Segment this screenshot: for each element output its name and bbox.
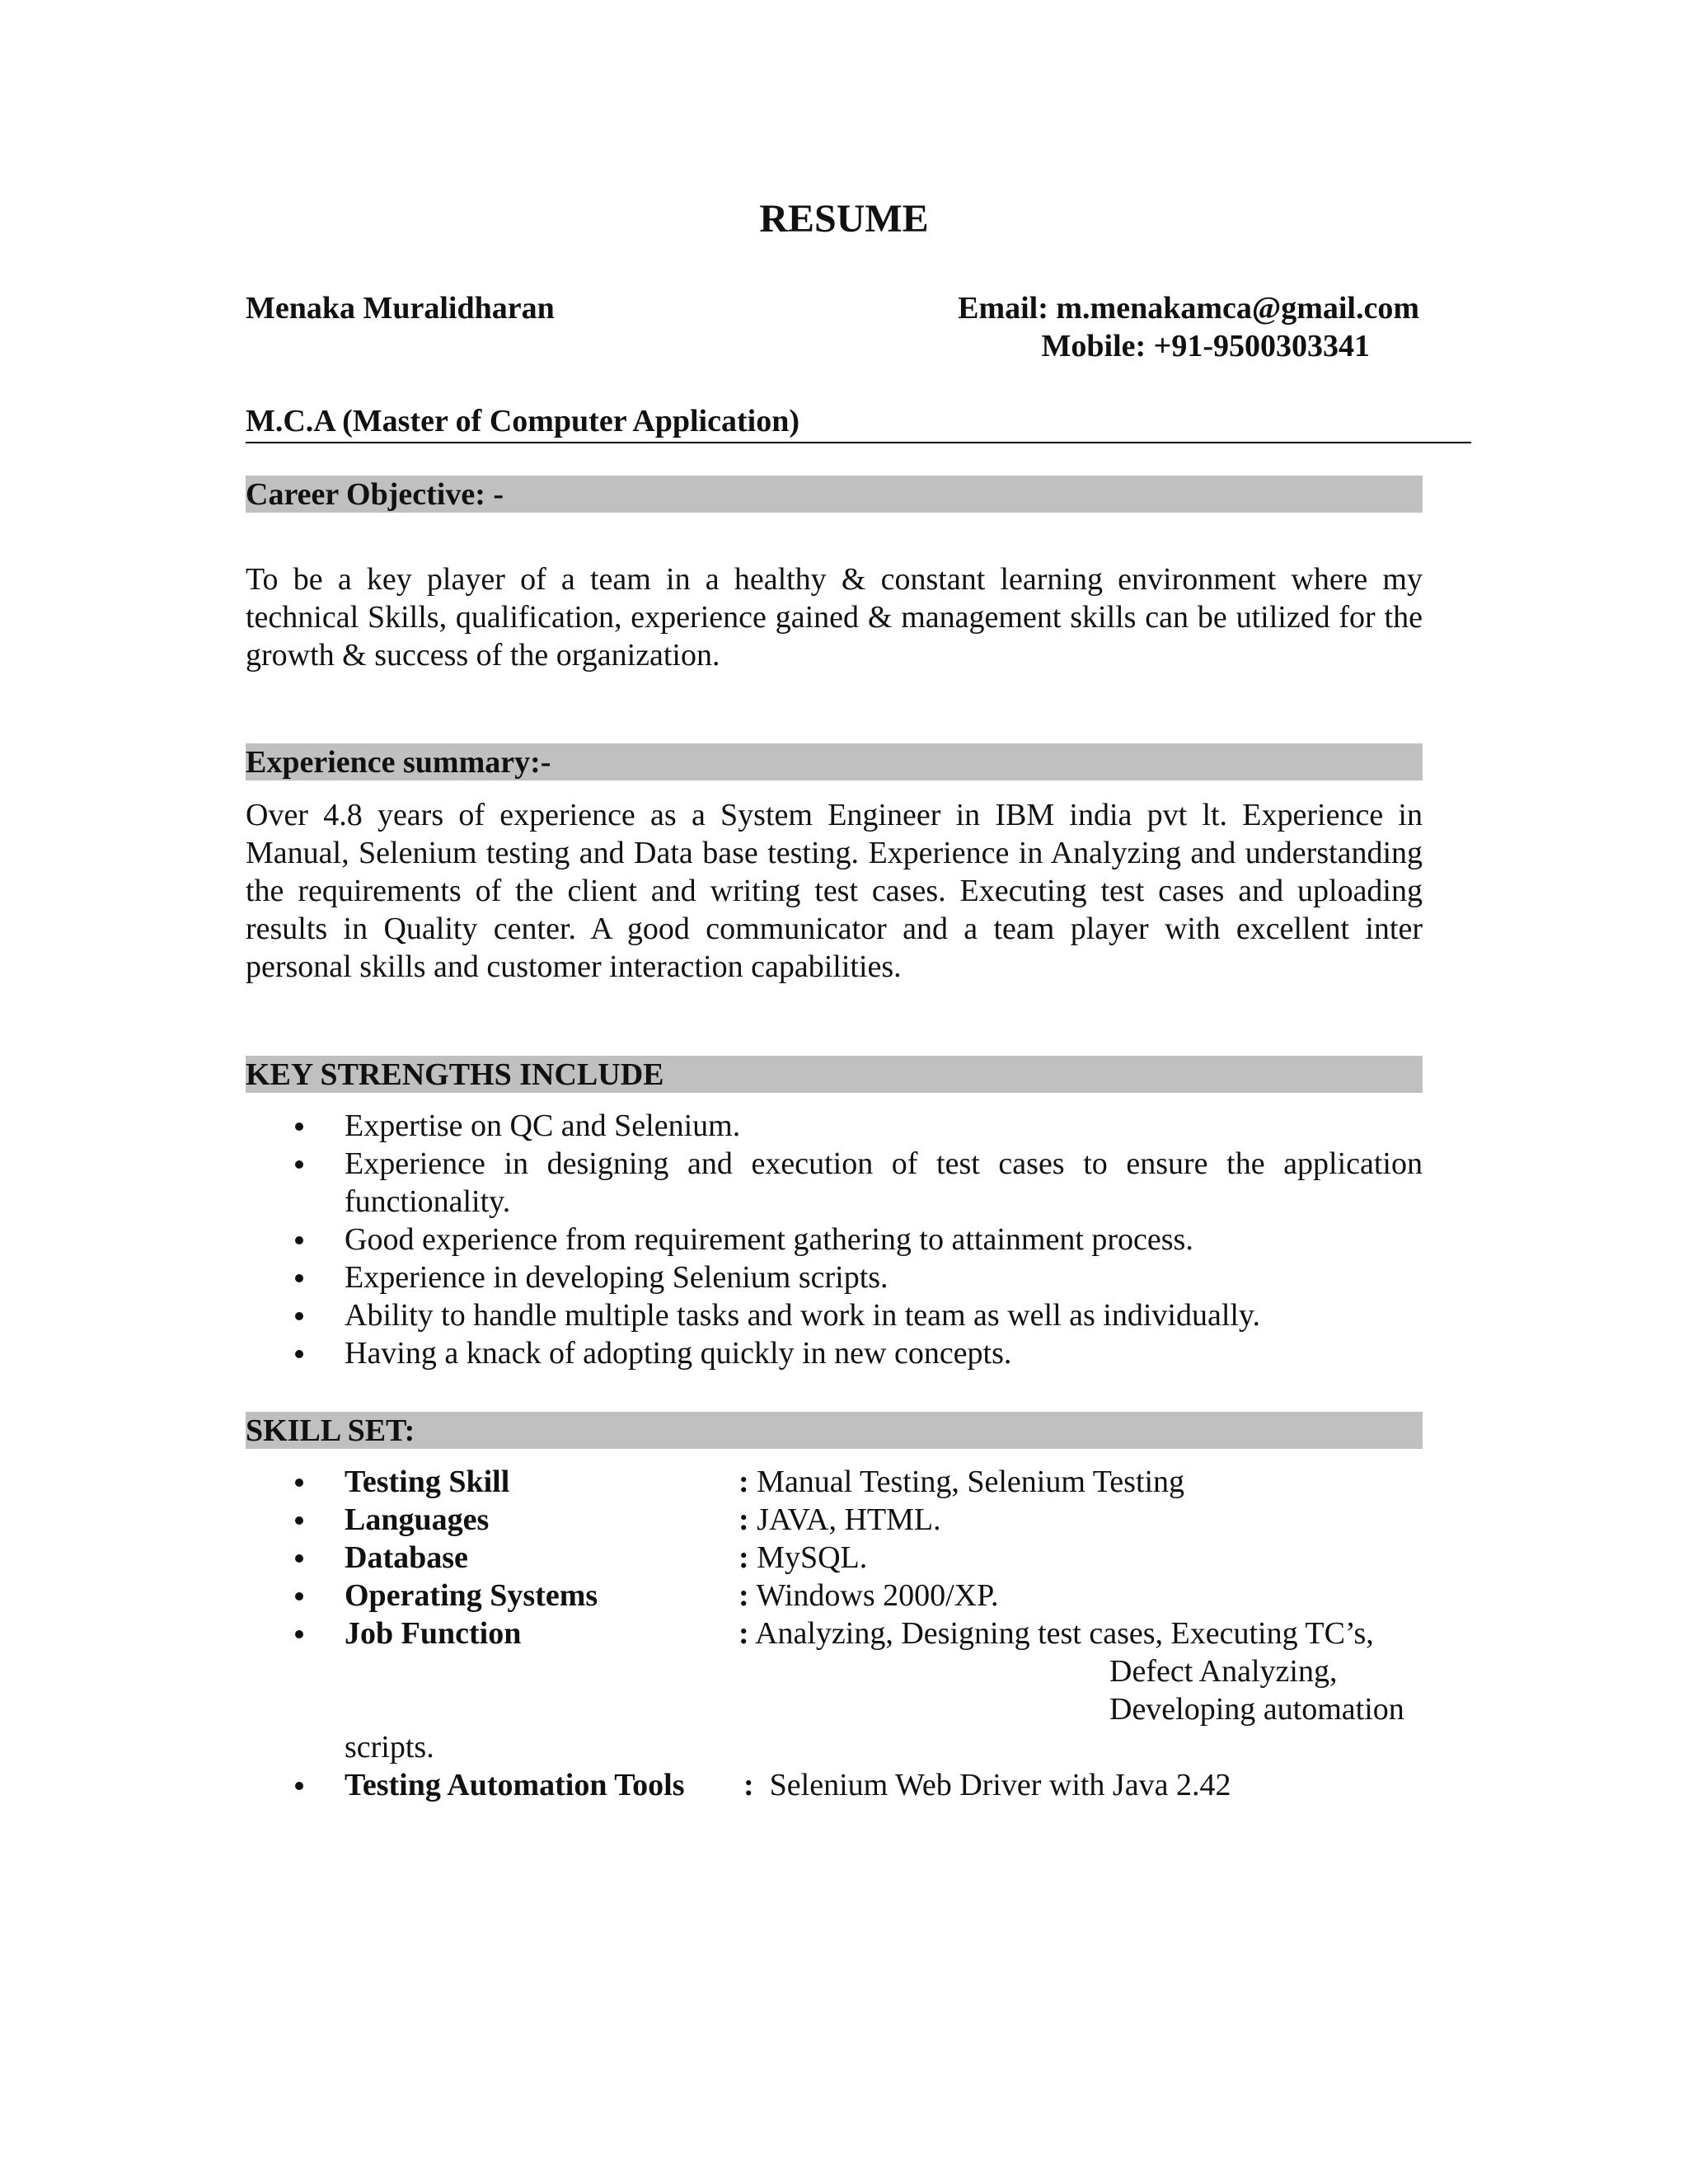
skill-row-languages bbox=[246, 1501, 1423, 1539]
candidate-name: Menaka Muralidharan bbox=[246, 291, 555, 326]
key-strengths-list bbox=[246, 1107, 1423, 1372]
skill-colon: : bbox=[743, 1768, 754, 1802]
skill-value-continuation: scripts. bbox=[345, 1730, 434, 1765]
experience-summary-heading bbox=[246, 743, 1423, 780]
bullet-icon bbox=[295, 1630, 303, 1638]
skill-label: Database bbox=[345, 1540, 468, 1575]
list-item-text: Good experience from requirement gathering to attainment process. bbox=[345, 1222, 1193, 1257]
skill-value: JAVA, HTML. bbox=[757, 1502, 941, 1537]
career-objective-heading-text: Career Objective: - bbox=[246, 477, 504, 512]
skill-set-list bbox=[246, 1463, 1423, 1804]
bullet-icon bbox=[295, 1554, 303, 1563]
list-item bbox=[246, 1296, 1423, 1334]
bullet-icon bbox=[295, 1274, 303, 1282]
bullet-icon bbox=[295, 1312, 303, 1320]
bullet-icon bbox=[295, 1236, 303, 1244]
skill-label: Job Function bbox=[345, 1616, 522, 1651]
key-strengths-heading bbox=[246, 1056, 1423, 1093]
experience-summary-text: Over 4.8 years of experience as a System Engineer in IBM india pvt lt. Experience in Manual, Selenium testing and Data base testing. Experience in Analyzing and understanding the requirements of the client and writing test cases. Executing test cases and uploading results in Quality center. A good communicator and a team player with excellent inter personal skills and customer interaction capabilities. bbox=[246, 798, 1423, 984]
list-item-text: Experience in designing and execution of test cases to ensure the application functionality. bbox=[345, 1146, 1423, 1219]
bullet-icon bbox=[295, 1479, 303, 1487]
list-item-text: Expertise on QC and Selenium. bbox=[345, 1108, 741, 1143]
skill-label: Operating Systems bbox=[345, 1578, 598, 1613]
skill-colon: : bbox=[738, 1616, 749, 1651]
career-objective-heading bbox=[246, 476, 1423, 513]
list-item-text: Ability to handle multiple tasks and work in team as well as individually. bbox=[345, 1298, 1260, 1333]
skill-label: Testing Automation Tools bbox=[345, 1768, 685, 1802]
list-item-text: Having a knack of adopting quickly in new concepts. bbox=[345, 1336, 1012, 1371]
skill-set-heading bbox=[246, 1412, 1423, 1449]
skill-row-job-function bbox=[246, 1615, 1423, 1652]
skill-value-continuation: Defect Analyzing, Developing automation bbox=[1109, 1654, 1404, 1727]
bullet-icon bbox=[295, 1350, 303, 1358]
header-divider bbox=[246, 442, 1471, 443]
skill-value: MySQL. bbox=[757, 1540, 868, 1575]
skill-colon: : bbox=[738, 1465, 749, 1499]
skill-colon: : bbox=[738, 1502, 749, 1537]
list-item bbox=[246, 1145, 1423, 1221]
bullet-icon bbox=[295, 1160, 303, 1169]
key-strengths-heading-text: KEY STRENGTHS INCLUDE bbox=[246, 1057, 664, 1092]
list-item bbox=[246, 1334, 1423, 1372]
document-title: RESUME bbox=[759, 197, 929, 241]
email-line: Email: m.menakamca@gmail.com bbox=[958, 291, 1419, 326]
list-item bbox=[246, 1107, 1423, 1145]
career-objective-text: To be a key player of a team in a healthy & constant learning environment where my technical Skills, qualification, experience gained & management skills can be utilized for the growth & success of the organization. bbox=[246, 562, 1423, 673]
skill-value: Analyzing, Designing test cases, Executing TC’s, bbox=[755, 1616, 1374, 1651]
skill-label: Testing Skill bbox=[345, 1465, 510, 1499]
skill-row-operating-systems bbox=[246, 1577, 1423, 1615]
list-item-text: Experience in developing Selenium scripts. bbox=[345, 1260, 889, 1295]
skill-row-testing-skill bbox=[246, 1463, 1423, 1501]
skill-label: Languages bbox=[345, 1502, 490, 1537]
skill-row-testing-automation-tools bbox=[246, 1766, 1423, 1804]
skill-row-database bbox=[246, 1539, 1423, 1577]
bullet-icon bbox=[295, 1122, 303, 1131]
experience-summary-heading-text: Experience summary:- bbox=[246, 745, 551, 780]
bullet-icon bbox=[295, 1592, 303, 1601]
list-item bbox=[246, 1258, 1423, 1296]
skill-value: Selenium Web Driver with Java 2.42 bbox=[769, 1768, 1231, 1802]
bullet-icon bbox=[295, 1516, 303, 1525]
skill-colon: : bbox=[738, 1578, 749, 1613]
degree-line: M.C.A (Master of Computer Application) bbox=[246, 404, 799, 438]
list-item bbox=[246, 1221, 1423, 1258]
skill-value: Windows 2000/XP. bbox=[756, 1578, 999, 1613]
mobile-line: Mobile: +91-9500303341 bbox=[1041, 329, 1370, 363]
skill-value: Manual Testing, Selenium Testing bbox=[757, 1465, 1185, 1499]
skill-set-heading-text: SKILL SET: bbox=[246, 1413, 415, 1448]
bullet-icon bbox=[295, 1782, 303, 1790]
skill-colon: : bbox=[738, 1540, 749, 1575]
